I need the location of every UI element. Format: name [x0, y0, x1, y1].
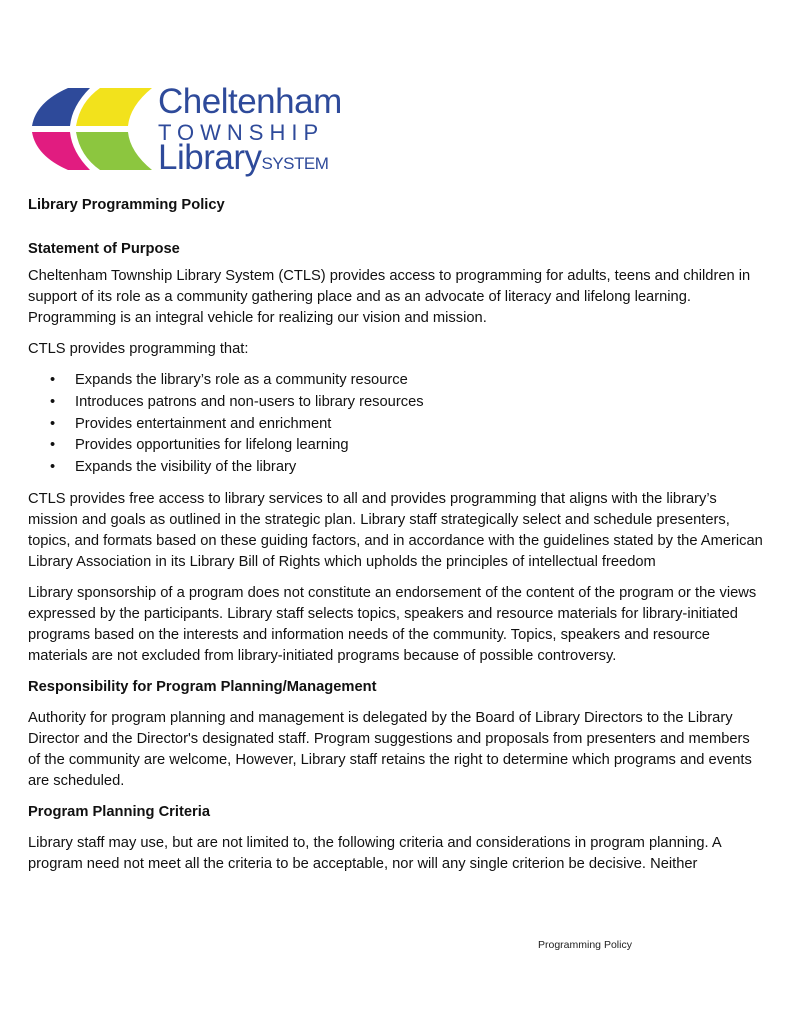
purpose-heading: Statement of Purpose	[28, 241, 180, 257]
logo-line-cheltenham: Cheltenham	[158, 82, 342, 121]
list-item: • Expands the library’s role as a community resource	[75, 370, 763, 392]
purpose-paragraph-2: CTLS provides programming that:	[28, 341, 249, 357]
criteria-heading: Program Planning Criteria	[28, 803, 211, 820]
criteria-paragraph: Library staff may use, but are not limited to, the following criteria and considerations in program planning. A program need not meet all the criteria to be acceptable, nor will any single criterion be decisive. Neither	[28, 834, 721, 872]
list-item: • Expands the visibility of the library	[75, 457, 763, 479]
purpose-bullet-list	[28, 370, 763, 479]
purpose-paragraph-1: Cheltenham Township Library System (CTLS) provides access to programming for adults, teens and children in support of its role as a community gathering place and as an advocate of literacy and lifelong learning. Programming is an integral vehicle for realizing our vision and mission.	[28, 268, 751, 326]
page-footer: Programming Policy	[538, 939, 632, 951]
logo-mark-icon	[28, 82, 158, 177]
list-item: • Provides entertainment and enrichment	[75, 414, 763, 436]
responsibility-heading: Responsibility for Program Planning/Management	[28, 678, 377, 695]
logo-wordmark	[158, 82, 358, 182]
logo-line-library	[158, 138, 328, 184]
cheltenham-library-logo	[28, 82, 348, 182]
responsibility-paragraph: Authority for program planning and management is delegated by the Board of Library Directors to the Library Director and the Director's designated staff. Program suggestions and proposals from presenters and members of the community are welcome, However, Library staff retains the right to determine which programs and events are scheduled.	[28, 709, 752, 789]
document-title: Library Programming Policy	[28, 197, 225, 213]
list-item: • Provides opportunities for lifelong learning	[75, 435, 763, 457]
purpose-paragraph-4: Library sponsorship of a program does not constitute an endorsement of the content of the program or the views expressed by the participants. Library staff selects topics, speakers and resource materials for library-initiated programs based on the interests and information needs of the community. Topics, speakers and resource materials are not excluded from library-initiated programs because of possible controversy.	[28, 584, 757, 664]
logo-library-word: Library	[158, 138, 262, 177]
logo-system-word: SYSTEM	[261, 154, 329, 173]
logo-line-township: TOWNSHIP	[158, 120, 325, 145]
document-body	[28, 195, 763, 875]
purpose-paragraph-3: CTLS provides free access to library services to all and provides programming that aligns with the library’s mission and goals as outlined in the strategic plan. Library staff strategically select and schedule presenters, topics, and formats based on these guiding factors, and in accordance with the guidelines stated by the American Library Association in its Library Bill of Rights which upholds the principles of intellectual freedom	[28, 490, 763, 570]
list-item: • Introduces patrons and non-users to library resources	[75, 392, 763, 414]
